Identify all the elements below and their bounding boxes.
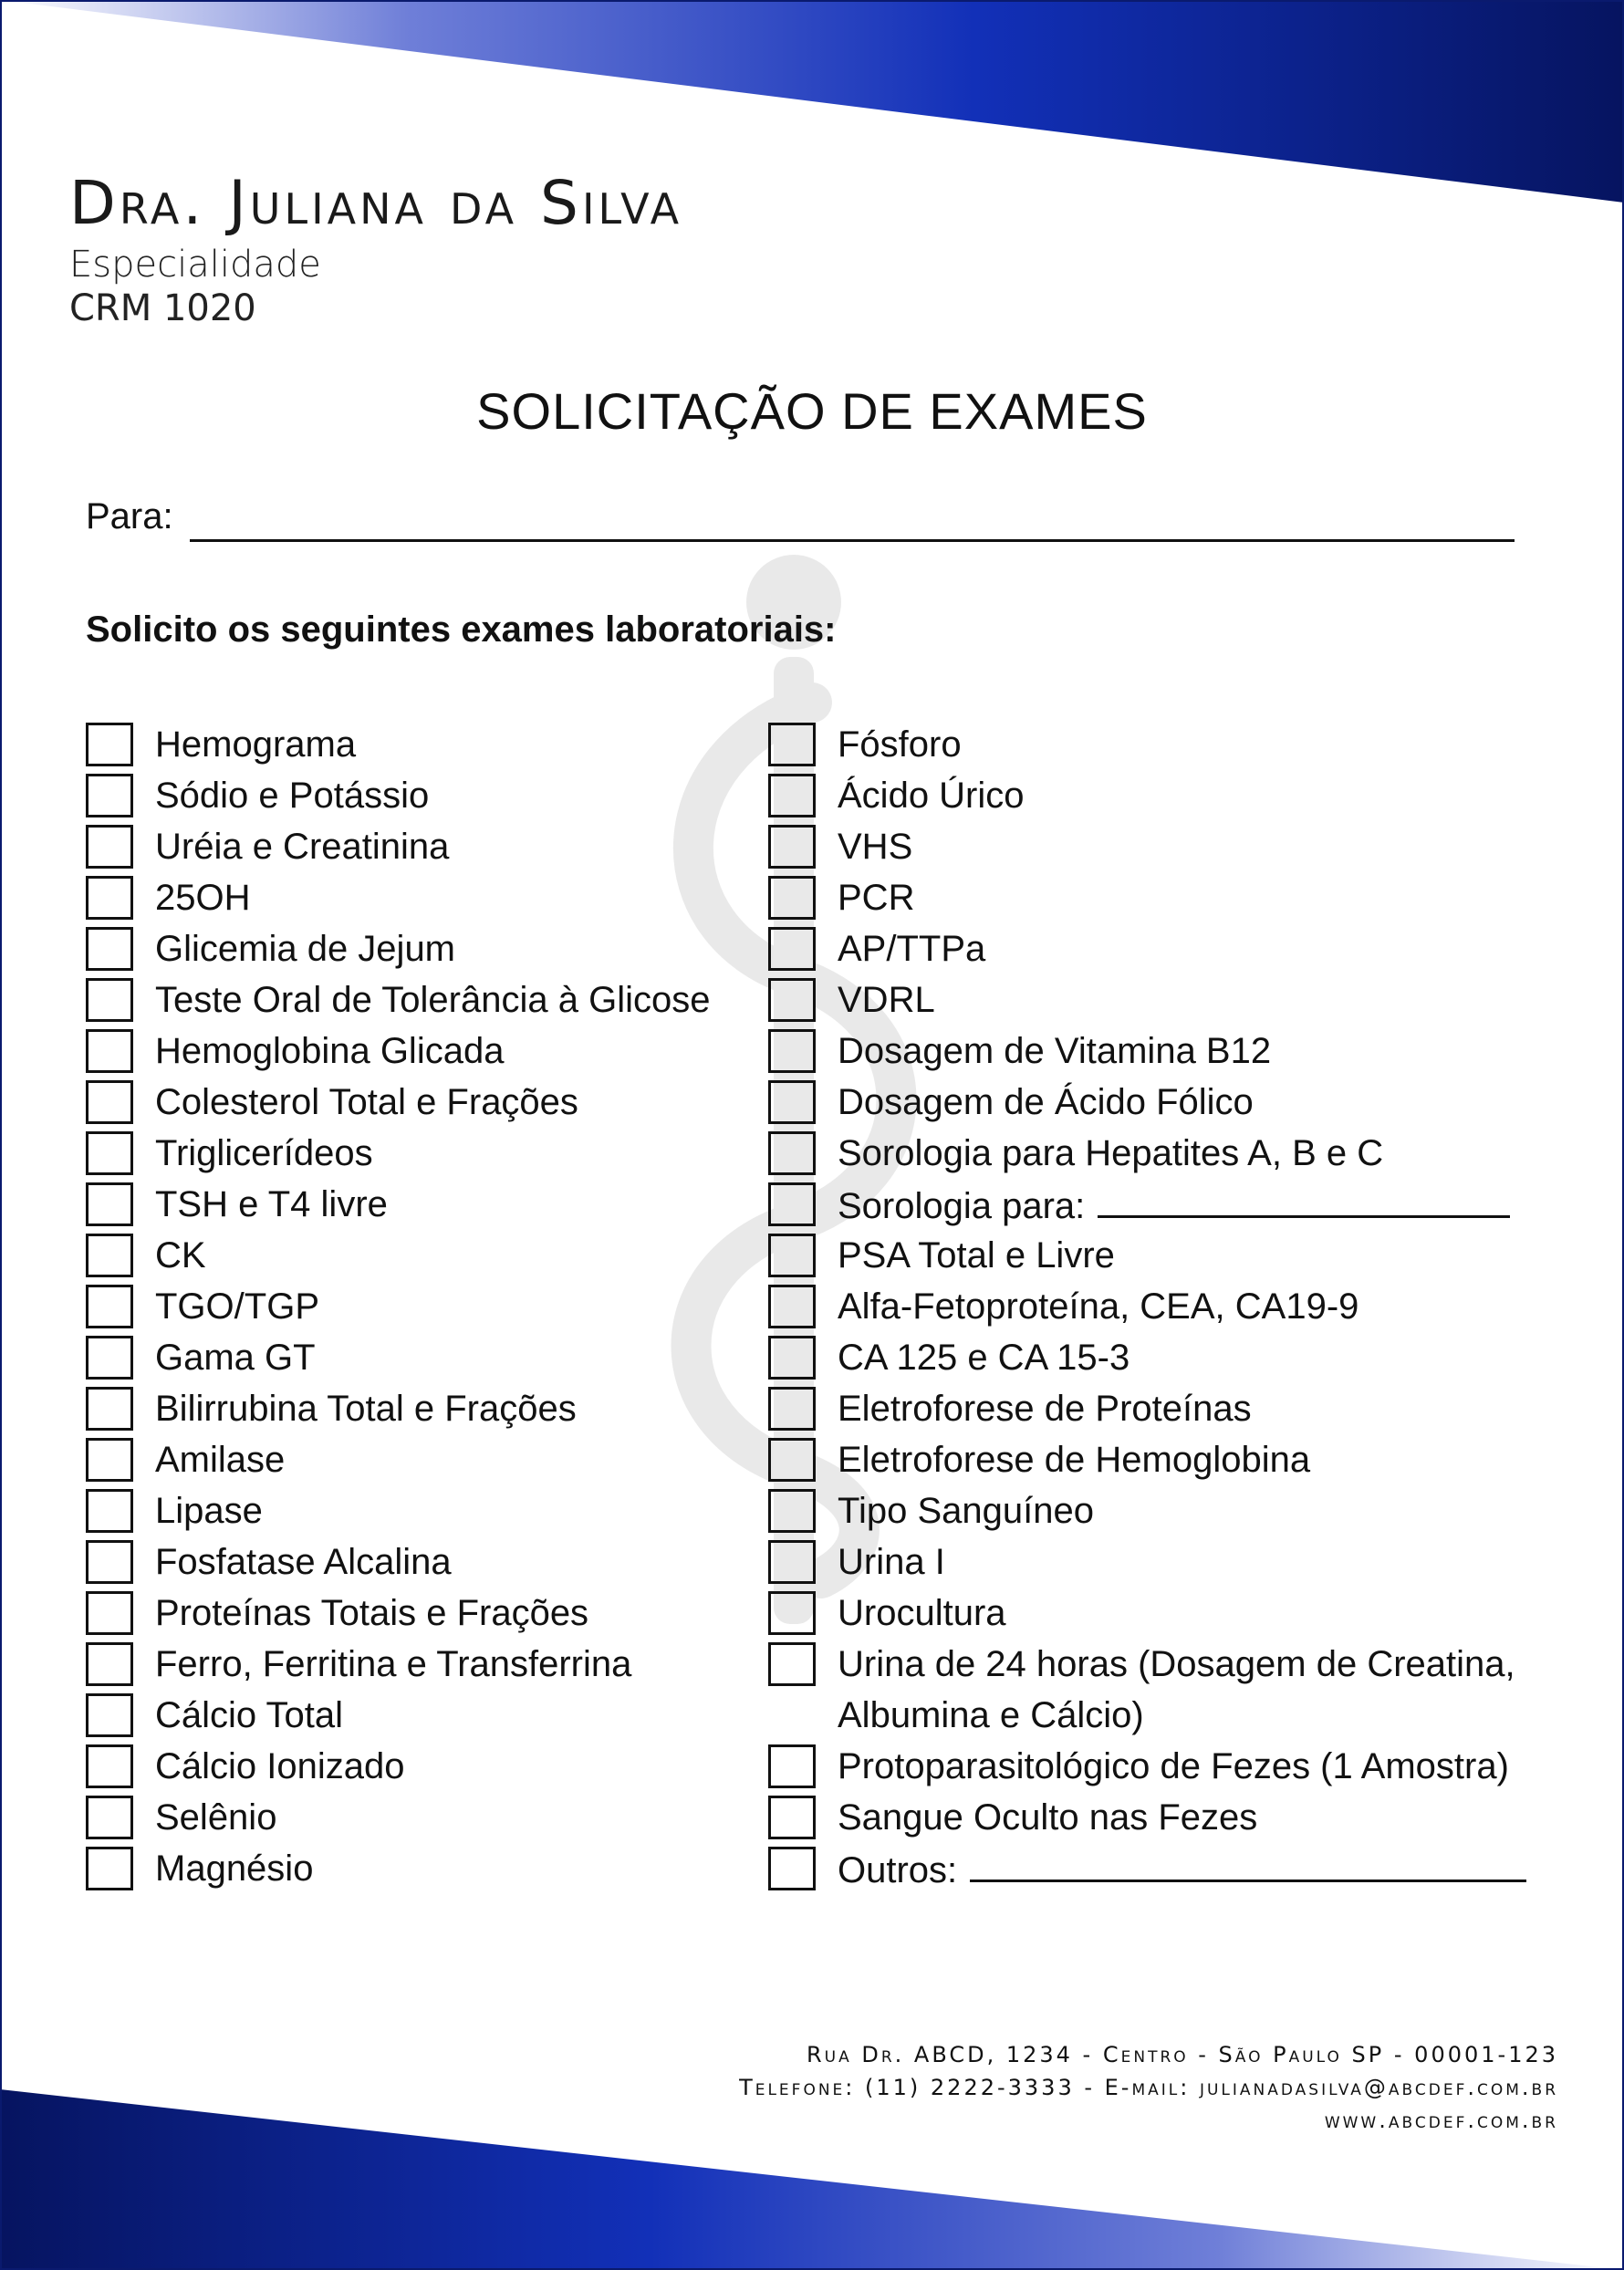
exam-label: Sódio e Potássio [155, 776, 430, 816]
exam-checkbox[interactable] [86, 1387, 133, 1431]
doctor-specialty: Especialidade [69, 244, 321, 286]
exam-checkbox[interactable] [768, 1285, 816, 1328]
exam-label: 25OH [155, 878, 251, 918]
exam-checkbox[interactable] [768, 1336, 816, 1380]
exam-item [86, 1843, 710, 1894]
exam-checkbox[interactable] [86, 1744, 133, 1788]
exam-checkbox[interactable] [768, 723, 816, 766]
exam-item [86, 1230, 710, 1281]
exam-checkbox[interactable] [86, 774, 133, 817]
exam-item [768, 1536, 1526, 1588]
exam-list-left [86, 719, 710, 1894]
exam-checkbox[interactable] [86, 825, 133, 869]
exam-label: CA 125 e CA 15-3 [838, 1338, 1130, 1378]
exam-checkbox[interactable] [86, 978, 133, 1022]
exam-item [86, 1639, 710, 1690]
exam-label: Eletroforese de Proteínas [838, 1389, 1252, 1429]
exam-item [86, 1077, 710, 1128]
exam-label: Dosagem de Ácido Fólico [838, 1082, 1254, 1122]
exam-label: Proteínas Totais e Frações [155, 1593, 589, 1633]
exam-checkbox[interactable] [768, 1591, 816, 1635]
exam-item [768, 1434, 1526, 1485]
exam-checkbox[interactable] [86, 1540, 133, 1584]
exam-label: Ácido Úrico [838, 776, 1025, 816]
page-title: SOLICITAÇÃO DE EXAMES [476, 382, 1148, 440]
exam-item [768, 1792, 1526, 1843]
exam-checkbox[interactable] [768, 1387, 816, 1431]
exam-item [86, 1792, 710, 1843]
exam-checkbox[interactable] [768, 927, 816, 971]
exam-checkbox[interactable] [86, 1285, 133, 1328]
exam-checkbox[interactable] [86, 1438, 133, 1482]
exam-label-line2: Albumina e Cálcio) [838, 1695, 1144, 1735]
exam-checkbox[interactable] [86, 1080, 133, 1124]
exam-label: CK [155, 1235, 206, 1276]
exam-item [768, 1179, 1526, 1230]
exam-checkbox[interactable] [768, 1234, 816, 1277]
sorologia-para-label: Sorologia para: [838, 1186, 1086, 1226]
exam-label: Gama GT [155, 1338, 316, 1378]
exam-checkbox[interactable] [768, 825, 816, 869]
exam-checkbox[interactable] [86, 1029, 133, 1073]
exam-item [768, 1383, 1526, 1434]
exam-label: Uréia e Creatinina [155, 827, 450, 867]
exam-label: Sangue Oculto nas Fezes [838, 1797, 1258, 1838]
exam-item [86, 1485, 710, 1536]
exam-item [768, 1128, 1526, 1179]
exam-checkbox[interactable] [768, 1182, 816, 1226]
exam-label: VHS [838, 827, 913, 867]
exam-checkbox[interactable] [86, 927, 133, 971]
exam-item [86, 719, 710, 770]
exam-item [768, 1843, 1526, 1894]
exam-label: Triglicerídeos [155, 1133, 373, 1173]
exam-item [86, 770, 710, 821]
exam-checkbox[interactable] [86, 1182, 133, 1226]
footer-address: Rua Dr. ABCD, 1234 - Centro - São Paulo SP - 00001-123 [806, 2042, 1558, 2067]
exam-label: Fosfatase Alcalina [155, 1542, 452, 1582]
exam-checkbox[interactable] [86, 1796, 133, 1839]
exam-item [768, 1741, 1526, 1792]
exam-item [768, 821, 1526, 872]
exam-checkbox[interactable] [768, 1540, 816, 1584]
exam-item [768, 1485, 1526, 1536]
exam-checkbox[interactable] [768, 1847, 816, 1890]
exam-label: Hemoglobina Glicada [155, 1031, 505, 1071]
exam-label: Urocultura [838, 1593, 1006, 1633]
exam-checkbox[interactable] [86, 876, 133, 920]
exam-label: Magnésio [155, 1848, 314, 1889]
exam-item [768, 1077, 1526, 1128]
exam-item [86, 923, 710, 974]
exam-item [768, 1332, 1526, 1383]
outros-label: Outros: [838, 1850, 958, 1890]
exam-item [768, 1639, 1526, 1741]
exam-label: AP/TTPa [838, 929, 986, 969]
exam-item [86, 1741, 710, 1792]
exam-checkbox[interactable] [86, 1131, 133, 1175]
exam-label: TSH e T4 livre [155, 1184, 388, 1224]
exam-label: Cálcio Ionizado [155, 1746, 405, 1786]
sorologia-input-line[interactable] [1098, 1179, 1510, 1218]
exam-item [768, 719, 1526, 770]
exam-label: Tipo Sanguíneo [838, 1491, 1094, 1531]
exam-item [86, 821, 710, 872]
exam-label: Cálcio Total [155, 1695, 344, 1735]
exam-checkbox[interactable] [86, 1234, 133, 1277]
exam-item [768, 923, 1526, 974]
exam-item [86, 872, 710, 923]
exam-label: Teste Oral de Tolerância à Glicose [155, 980, 711, 1020]
exam-label: TGO/TGP [155, 1286, 319, 1327]
exam-label: Fósforo [838, 724, 962, 765]
exam-item [86, 1332, 710, 1383]
exam-item [86, 1588, 710, 1639]
exam-label: Selênio [155, 1797, 277, 1838]
exam-item [86, 1281, 710, 1332]
outros-input-line[interactable] [970, 1843, 1526, 1882]
exam-item [768, 974, 1526, 1026]
exam-checkbox[interactable] [86, 1642, 133, 1686]
exam-label: Protoparasitológico de Fezes (1 Amostra) [838, 1746, 1509, 1786]
exam-item [86, 1434, 710, 1485]
exam-item [86, 1536, 710, 1588]
exam-checkbox[interactable] [768, 1438, 816, 1482]
exam-item [768, 1026, 1526, 1077]
exam-item [768, 1281, 1526, 1332]
exam-item [768, 1588, 1526, 1639]
exam-item [86, 1383, 710, 1434]
exam-checkbox[interactable] [768, 774, 816, 817]
exam-checkbox[interactable] [768, 1744, 816, 1788]
doctor-name: Dra. Juliana da Silva [69, 168, 683, 238]
exam-label: Dosagem de Vitamina B12 [838, 1031, 1272, 1071]
exam-item [86, 1690, 710, 1741]
exam-label-with-blank [838, 1843, 1526, 1896]
exam-label-multiline [838, 1639, 1515, 1741]
exam-label: Colesterol Total e Frações [155, 1082, 578, 1122]
exam-label: Sorologia para Hepatites A, B e C [838, 1133, 1384, 1173]
exam-label: Alfa-Fetoproteína, CEA, CA19-9 [838, 1286, 1359, 1327]
exam-label: PCR [838, 878, 915, 918]
exam-item [768, 872, 1526, 923]
exam-checkbox[interactable] [768, 1029, 816, 1073]
exam-item [86, 1128, 710, 1179]
contact-footer [739, 2038, 1558, 2137]
exam-item [86, 1026, 710, 1077]
doctor-header [69, 168, 683, 330]
exam-checkbox[interactable] [86, 1591, 133, 1635]
footer-website: www.abcdef.com.br [1324, 2108, 1558, 2133]
exam-checkbox[interactable] [768, 1080, 816, 1124]
exam-item [86, 1179, 710, 1230]
exam-item [768, 1230, 1526, 1281]
exam-label-with-blank [838, 1179, 1510, 1232]
exam-checkbox[interactable] [768, 1131, 816, 1175]
exam-label: Hemograma [155, 724, 357, 765]
instruction-text: Solicito os seguintes exames laboratoriais: [86, 609, 837, 650]
doctor-crm: CRM 1020 [69, 287, 256, 329]
exam-label: PSA Total e Livre [838, 1235, 1115, 1276]
exam-item [86, 974, 710, 1026]
exam-checkbox[interactable] [86, 723, 133, 766]
exam-label: Lipase [155, 1491, 263, 1531]
exam-checkbox[interactable] [768, 1642, 816, 1686]
para-label: Para: [86, 496, 173, 536]
exam-checkbox[interactable] [768, 1489, 816, 1533]
exam-checkbox[interactable] [768, 876, 816, 920]
exam-label: VDRL [838, 980, 935, 1020]
exam-label: Bilirrubina Total e Frações [155, 1389, 577, 1429]
exam-item [768, 770, 1526, 821]
exam-label: Ferro, Ferritina e Transferrina [155, 1644, 632, 1684]
exam-checkbox[interactable] [768, 1796, 816, 1839]
footer-contact: Telefone: (11) 2222-3333 - E-mail: julianadasilva@abcdef.com.br [739, 2075, 1558, 2100]
exam-checkbox[interactable] [768, 978, 816, 1022]
exam-checkbox[interactable] [86, 1693, 133, 1737]
exam-label: Amilase [155, 1440, 286, 1480]
exam-label: Glicemia de Jejum [155, 929, 456, 969]
exam-label: Urina I [838, 1542, 945, 1582]
exam-checkbox[interactable] [86, 1336, 133, 1380]
exam-checkbox[interactable] [86, 1489, 133, 1533]
exam-label: Eletroforese de Hemoglobina [838, 1440, 1311, 1480]
exam-list-right [768, 719, 1526, 1894]
exam-checkbox[interactable] [86, 1847, 133, 1890]
exam-label-line1: Urina de 24 horas (Dosagem de Creatina, [838, 1644, 1515, 1684]
para-input-line[interactable] [190, 539, 1515, 542]
